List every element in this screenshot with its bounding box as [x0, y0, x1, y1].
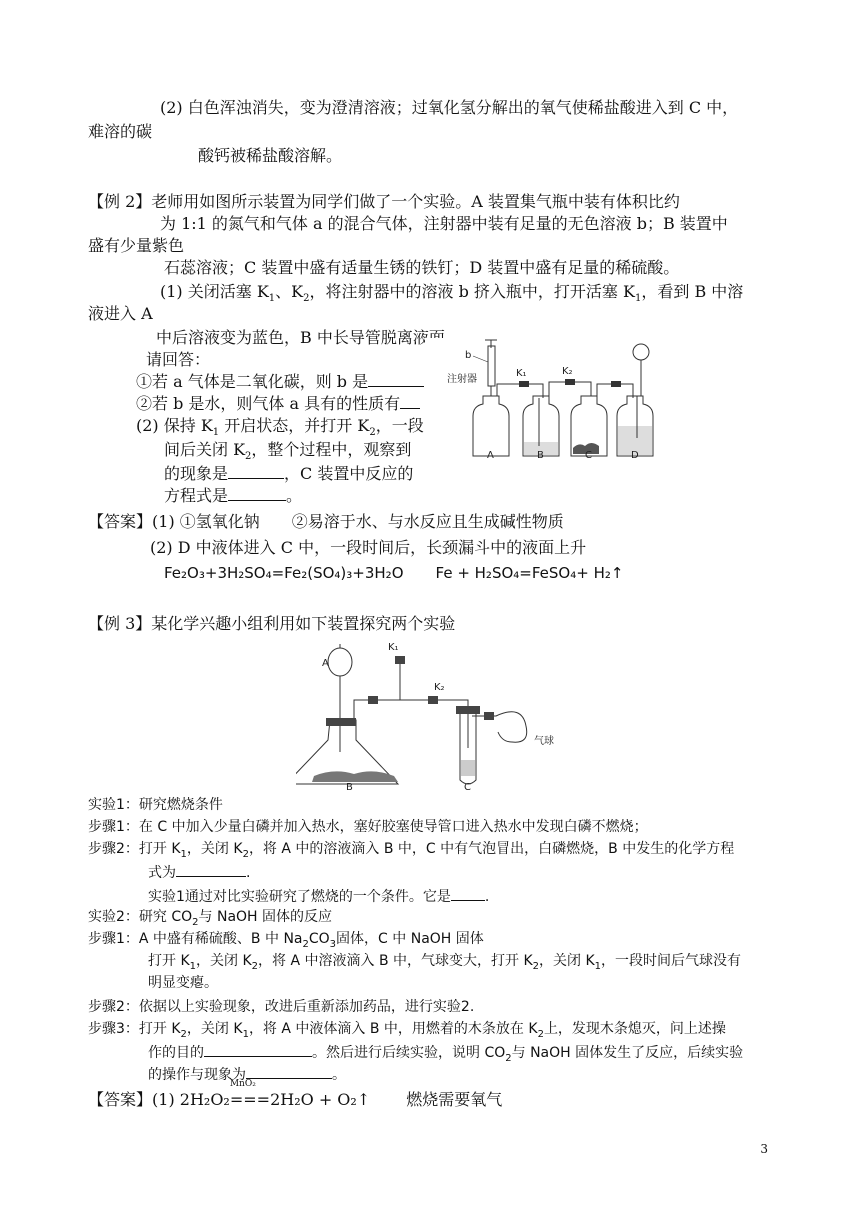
fig-label-a: A — [487, 450, 494, 460]
answer-blank — [228, 486, 286, 501]
example-3-title: 【例 3】某化学兴趣小组利用如下装置探究两个实验 — [88, 614, 456, 633]
exp1-step1: 步骤1：在 C 中加入少量白磷并加入热水，塞好胶塞使导管口进入热水中发现白磷不燃烧； — [88, 819, 648, 835]
apparatus-figure-abcd — [425, 338, 667, 460]
exp2-title: 实验2：研究 $CO_2$与 NaOH 固体的反应 — [88, 909, 333, 928]
example-2-intro: 【例 2】老师用如图所示装置为同学们做了一个实验。A 装置集气瓶中装有体积比约 — [88, 192, 680, 211]
fig-label-k2: K₂ — [562, 366, 573, 377]
answer-blank — [400, 394, 420, 409]
text-line: 方程式是 。 — [164, 486, 303, 505]
text-line: (2) 白色浑浊消失，变为澄清溶液；过氧化氢分解出的氧气使稀盐酸进入到 C 中， — [160, 98, 739, 117]
answer-blank — [246, 1064, 332, 1079]
text-line: 石蕊溶液；C 装置中盛有适量生锈的铁钉；D 装置中盛有足量的稀硫酸。 — [164, 258, 680, 277]
exp1-step2-line2: 式为 . — [148, 862, 250, 883]
exp2-step1-line3: 明显变瘪。 — [148, 975, 218, 991]
answer-blank — [228, 464, 284, 479]
question-1: (1) 关闭活塞 $K_1$、$K_2$，将注射器中的溶液 b 挤入瓶中，打开活塞 $K_1$，看到 B 中溶 — [160, 282, 744, 305]
answer-2: (2) D 中液体进入 C 中，一段时间后，长颈漏斗中的液面上升 — [150, 538, 587, 557]
question-1-ii: ②若 b 是水，则气体 a 具有的性质有 — [136, 394, 420, 414]
fig-label-k1: K₁ — [388, 642, 399, 653]
answer-blank — [368, 372, 424, 387]
page-number: 3 — [760, 1142, 768, 1156]
exp2-step2: 步骤2：依据以上实验现象，改进后重新添加药品，进行实验2. — [88, 999, 475, 1015]
fig-label-k2: K₂ — [434, 682, 445, 693]
example-3-answer: 【答案】(1) 2H₂O₂ MnO₂ ===2H₂O + O₂↑ 燃烧需要氧气 — [88, 1079, 503, 1109]
answer-blank — [204, 1042, 312, 1057]
exp2-step1: 步骤1：A 中盛有稀硫酸、B 中 $Na_2CO_3$固体，C 中 NaOH 固体 — [88, 931, 484, 950]
fig-label-b: b — [465, 350, 472, 361]
text-line: 请回答： — [146, 350, 211, 369]
answer-1: 【答案】(1) ①氢氧化钠 ②易溶于水、与水反应且生成碱性物质 — [88, 512, 564, 531]
answer-equations: Fe₂O₃+3H₂SO₄=Fe₂(SO₄)₃+3H₂O Fe + H₂SO₄=FeSO₄+ H₂↑ — [164, 564, 624, 582]
text-line: 中后溶液变为蓝色，B 中长导管脱离液面。 — [156, 328, 461, 347]
question-1-i: ①若 a 气体是二氧化碳，则 b 是 — [136, 372, 424, 392]
question-2: (2) 保持 $K_1$ 开启状态，并打开 $K_2$，一段时 — [136, 416, 440, 439]
apparatus-figure-abc — [296, 640, 564, 792]
exp2-step3-line2: 作的目的 。然后进行后续实验，说明 $CO_2$与 NaOH 固体发生了反应，后续实验 — [148, 1042, 743, 1063]
exp1-step2: 步骤2：打开 $K_1$，关闭 $K_2$，将 A 中的溶液滴入 B 中，C 中有气泡冒出，白磷燃烧，B 中发生的化学方程 — [88, 841, 735, 860]
text-line: 间后关闭 $K_2$，整个过程中，观察到 — [164, 440, 412, 463]
text-line: 酸钙被稀盐酸溶解。 — [198, 146, 343, 165]
fig-label-b: B — [346, 782, 353, 792]
fig-label-c: C — [464, 782, 471, 792]
text-line: 为 1:1 的氮气和气体 a 的混合气体，注射器中装有足量的无色溶液 b；B 装置中 — [160, 214, 728, 233]
answer-blank — [451, 886, 485, 901]
fig-label-syringe: 注射器 — [447, 374, 477, 385]
text-line: 难溶的碳 — [88, 122, 153, 141]
exp1-title: 实验1：研究燃烧条件 — [88, 797, 223, 813]
exp1-conclusion: 实验1通过对比实验研究了燃烧的一个条件。它是 . — [148, 886, 489, 907]
text-line: 的现象是 ，C 装置中反应的 — [164, 464, 414, 483]
text-line: 液进入 A — [88, 304, 153, 323]
fig-label-b-bottle: B — [537, 450, 544, 460]
exp2-step3: 步骤3：打开 $K_2$，关闭 $K_1$，将 A 中液体滴入 B 中，用燃着的木条放在 $K_2$上，发现木条熄灭，问上述操 — [88, 1021, 726, 1040]
fig-label-a: A — [322, 658, 329, 669]
fig-label-d: D — [631, 450, 639, 460]
catalyst-label: MnO₂ — [229, 1079, 256, 1089]
fig-label-k1: K₁ — [516, 368, 527, 379]
fig-label-c: C — [585, 450, 592, 460]
exp2-step3-line3: 的操作与现象为 。 — [148, 1064, 346, 1085]
text-line: 盛有少量紫色 — [88, 236, 185, 255]
exp2-step1-line2: 打开 $K_1$，关闭 $K_2$，将 A 中溶液滴入 B 中，气球变大，打开 $K_2$，关闭 $K_1$，一段时间后气球没有 — [148, 953, 742, 972]
fig-label-balloon: 气球 — [534, 736, 554, 747]
answer-blank — [176, 862, 246, 877]
